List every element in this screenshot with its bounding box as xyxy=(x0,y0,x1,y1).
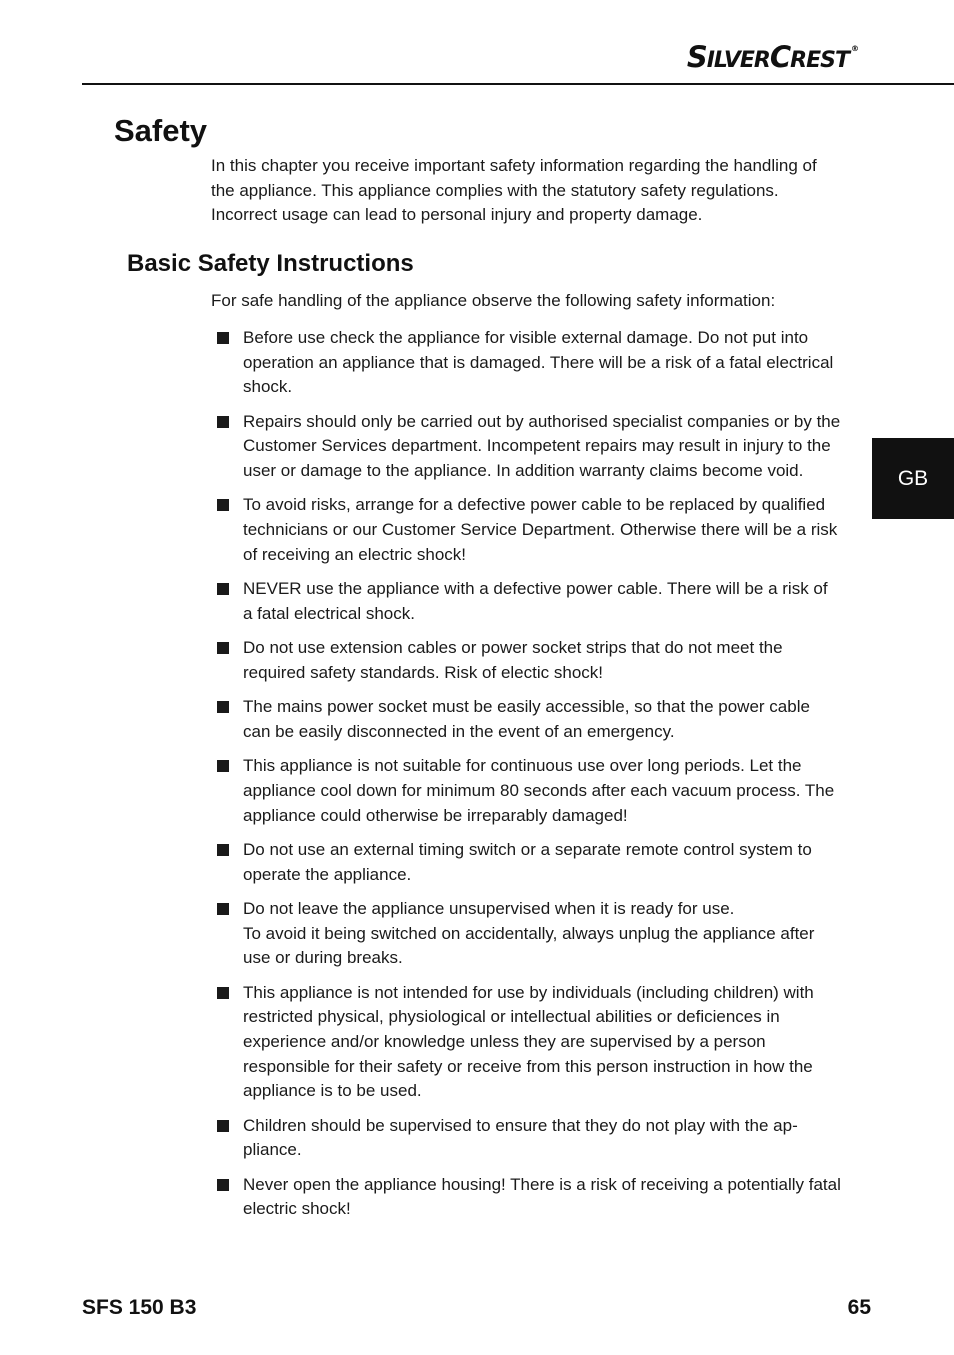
safety-item-text: Never open the appliance housing! There is a risk of receiving a potentially fatal electric shock! xyxy=(243,1174,841,1219)
square-bullet-icon xyxy=(217,903,229,915)
square-bullet-icon xyxy=(217,844,229,856)
square-bullet-icon xyxy=(217,760,229,772)
safety-item-text: This appliance is not intended for use by individuals (including children) with restricted physical, physiological or intellectual abilities or deficiences in experience and/or knowledge unless they are supervised by a person responsible for their safety or receive from this person instruction in how the appliance is to be used. xyxy=(243,982,814,1101)
section-lead: For safe handling of the appliance observe the following safety information: xyxy=(211,291,776,310)
safety-item xyxy=(211,326,841,400)
square-bullet-icon xyxy=(217,583,229,595)
square-bullet-icon xyxy=(217,642,229,654)
safety-item-text: Children should be supervised to ensure that they do not play with the ap-pliance. xyxy=(243,1115,798,1160)
safety-item-text: This appliance is not suitable for continuous use over long periods. Let the appliance cool down for minimum 80 seconds after each vacuum process. The appliance could otherwise be irreparably damaged! xyxy=(243,756,835,825)
header-rule xyxy=(82,83,954,85)
safety-item xyxy=(211,636,841,685)
square-bullet-icon xyxy=(217,1120,229,1132)
square-bullet-icon xyxy=(217,701,229,713)
safety-item-text: Before use check the appliance for visible external damage. Do not put into operation an appliance that is damaged. There will be a risk of a fatal electrical shock. xyxy=(243,328,834,397)
safety-item xyxy=(211,838,841,887)
safety-item xyxy=(211,493,841,567)
language-tab: GB xyxy=(872,438,954,519)
square-bullet-icon xyxy=(217,332,229,344)
safety-item xyxy=(211,897,841,971)
safety-item-text: Do not leave the appliance unsupervised when it is ready for use. To avoid it being switched on accidentally, always unplug the appliance after use or during breaks. xyxy=(243,898,815,968)
safety-item xyxy=(211,695,841,744)
brand-logo: SILVERCREST ® xyxy=(686,40,858,74)
safety-list xyxy=(211,326,841,1232)
safety-item xyxy=(211,754,841,828)
page-number: 65 xyxy=(847,1296,871,1319)
safety-item-text: To avoid risks, arrange for a defective power cable to be replaced by qualified technicians or our Customer Service Department. Otherwise there will be a risk of receiving an electric shock! xyxy=(243,495,838,564)
square-bullet-icon xyxy=(217,987,229,999)
safety-item-text: Repairs should only be carried out by authorised specialist companies or by the Customer Services department. Incompetent repairs may result in injury to the user or damage to the appliance. In addition warranty claims become void. xyxy=(243,411,841,481)
square-bullet-icon xyxy=(217,1179,229,1191)
safety-item-text: Do not use an external timing switch or a separate remote control system to operate the appliance. xyxy=(243,839,812,884)
safety-item-text: Do not use extension cables or power socket strips that do not meet the required safety standards. Risk of electic shock! xyxy=(243,638,783,682)
safety-item-text: The mains power socket must be easily accessible, so that the power cable can be easily disconnected in the event of an emergency. xyxy=(243,697,810,741)
safety-item xyxy=(211,981,841,1105)
model-number: SFS 150 B3 xyxy=(82,1296,197,1319)
intro-paragraph: In this chapter you receive important safety information regarding the handling of the appliance. This appliance complies with the statutory safety regulations. Incorrect usage can lead to personal injury and property damage. xyxy=(211,156,817,224)
section-heading: Basic Safety Instructions xyxy=(127,250,414,277)
safety-item xyxy=(211,1173,841,1222)
safety-item-text: NEVER use the appliance with a defective power cable. There will be a risk of a fatal electrical shock. xyxy=(243,579,828,623)
safety-item xyxy=(211,410,841,484)
safety-item xyxy=(211,577,841,626)
square-bullet-icon xyxy=(217,499,229,511)
safety-item xyxy=(211,1114,841,1163)
square-bullet-icon xyxy=(217,416,229,428)
page-title: Safety xyxy=(114,113,208,148)
